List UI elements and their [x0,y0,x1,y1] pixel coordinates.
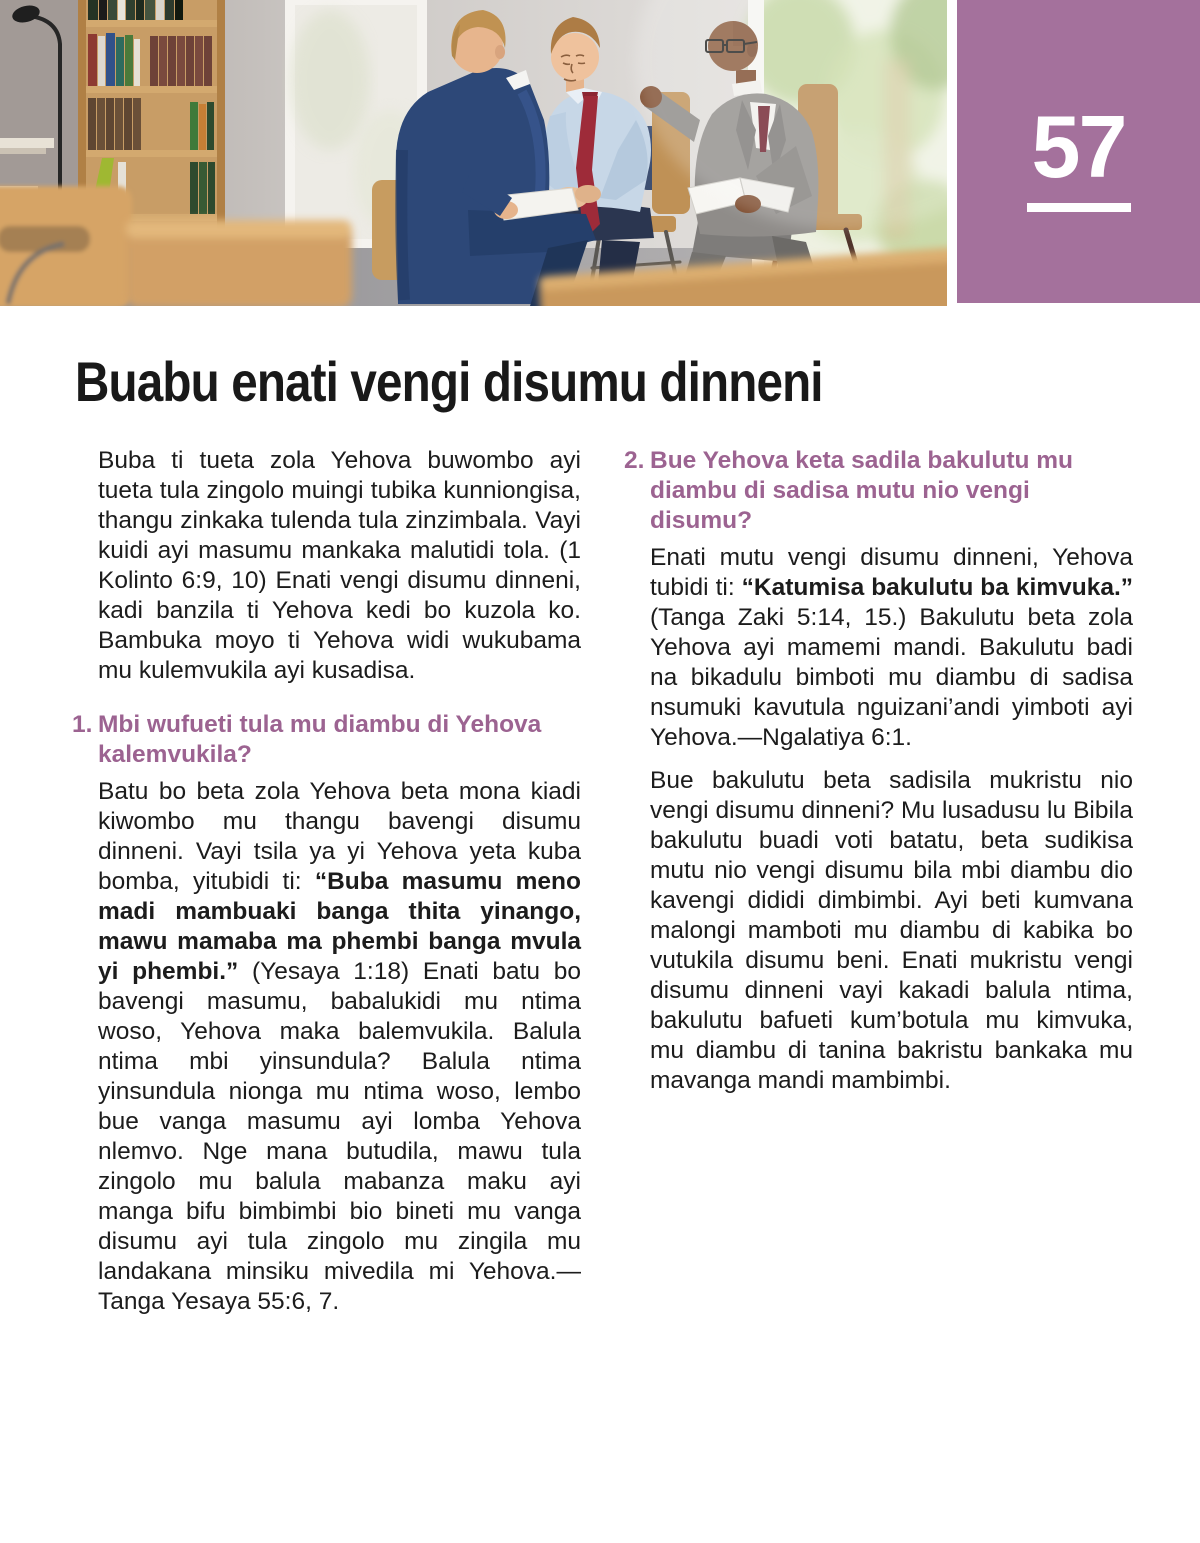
foreground-chair-middle [126,220,352,306]
header-photo [0,0,947,306]
chapter-underline [1027,203,1131,212]
chapter-number: 57 [1031,97,1126,197]
left-column [72,446,581,1330]
foreground-chair-left [0,186,132,306]
question-1-heading [72,710,581,770]
text-columns [72,446,1133,1330]
intro-paragraph: Buba ti tueta zola Yehova buwombo ayi tueta tula zingolo muingi tubika kunniongisa, thangu zinkaka tulenda tula zinzimbala. Vayi kuidi ayi masumu mankaka malutidi tola. (1 Kolinto 6:9, 10) Enati vengi disumu dinneni, kadi banzila ti Yehova kedi bo kuzola ko. Bambuka moyo ti Yehova widi wukubama mu kulemvukila ayi kusadisa. [98,447,581,684]
question-2-number: 2. [624,447,645,474]
page-title: Buabu enati vengi disumu dinneni [75,350,823,413]
chapter-badge [957,0,1200,303]
section-1-paragraph-1: Batu bo beta zola Yehova beta mona kiadi kiwombo mu thangu bavengi disumu dinneni. Vayi tsila ya yi Yehova yeta kuba bomba, yitubidi ti: “Buba masumu meno madi mambuaki banga thita yinango, mawu mamaba ma phembi banga mvula yi phembi.” (Yesaya 1:18) Enati batu bo bavengi masumu, babalukidi mu ntima woso, Yehova maka balemvukila. Balula ntima mbi yinsundula? Balula ntima yinsundula nionga mu ntima woso, lembo bue vanga masumu ayi lomba Yehova nlemvo. Nge mana butudila, mawu tula zingolo mu balula mabanza maku ayi manga bifu bimbimbi bio bineti mu vanga disumu ayi tula zingolo mu zingila mu landakana minsiku mivedila mi Yehova.—Tanga Yesaya 55:6, 7. [98,778,581,1315]
question-2-heading [624,446,1133,536]
photo-illustration [0,0,947,306]
right-column [624,446,1133,1330]
section-2-paragraph-2: Bue bakulutu beta sadisila mukristu nio vengi disumu dinneni? Mu lusadusu lu Bibila bakulutu buadi voti batatu, beta sudikisa mutu nio vengi disumu bila mbi diambu dio kavengi dididi dimbimbi. Ayi beti kumvana malongi mamboti mu diambu di kabika bo vutukila disumu beni. Enati mukristu vengi disumu dinneni vayi kakadi balula ntima, bakulutu bafueti kum’botula mu kimvuka, mu diambu di tanina bakristu bankaka mu mavanga mandi mambimbi. [650,767,1133,1094]
question-1-number: 1. [72,711,93,738]
question-2-text: Bue Yehova keta sadila bakulutu mu diambu di sadisa mutu nio vengi disumu? [650,447,1073,534]
question-1-text: Mbi wufueti tula mu diambu di Yehova kalemvukila? [98,711,542,768]
section-2-paragraph-1: Enati mutu vengi disumu dinneni, Yehova tubidi ti: “Katumisa bakulutu ba kimvuka.” (Tanga Zaki 5:14, 15.) Bakulutu beta zola Yehova ayi mamemi mandi. Bakulutu badi na bikadulu bimboti mu diambu di sadisa nsumuki kavutula nguizani’andi yimboti ayi Yehova.—Ngalatiya 6:1. [650,544,1134,751]
